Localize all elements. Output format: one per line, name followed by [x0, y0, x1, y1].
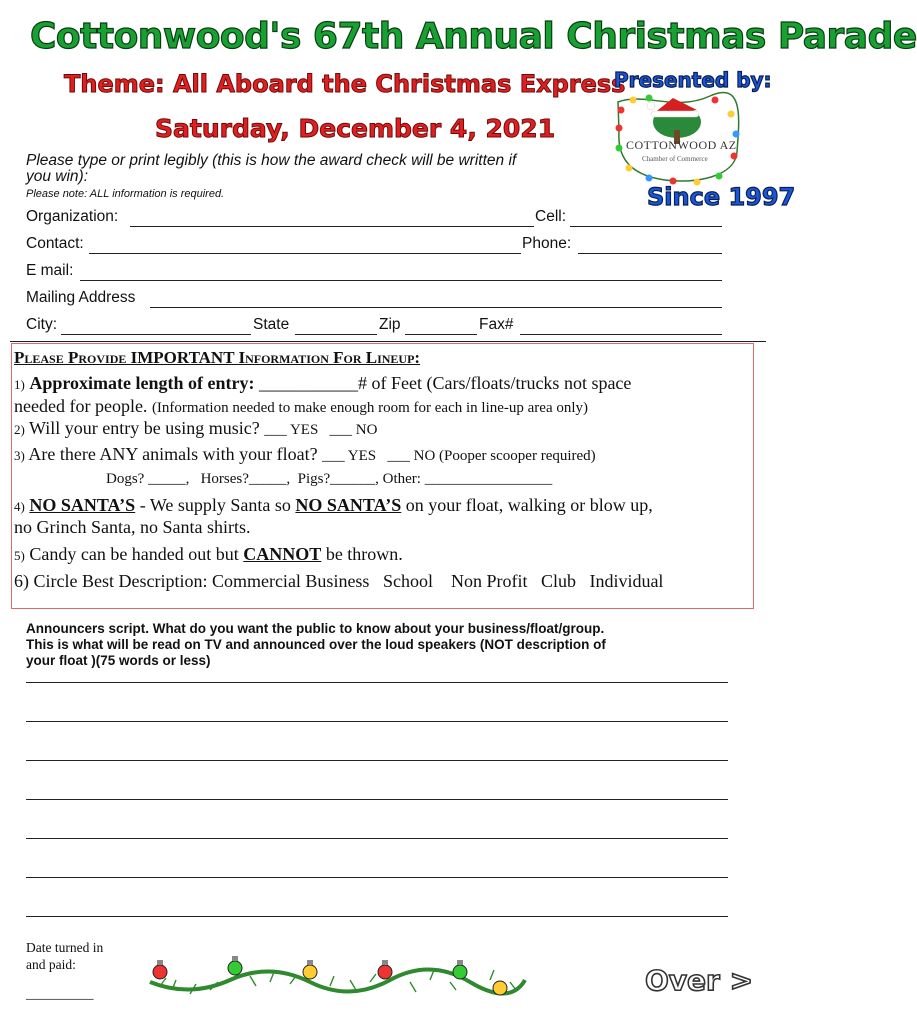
question-2: [14, 418, 377, 439]
q1-label: Approximate length of entry:: [29, 373, 255, 393]
q2-number: 2): [14, 422, 25, 437]
question-1: [14, 373, 631, 394]
mailing-address-field[interactable]: [150, 307, 722, 308]
question-4: [14, 495, 653, 516]
q5-number: 5): [14, 548, 25, 563]
contact-field[interactable]: [89, 253, 521, 254]
phone-field[interactable]: [578, 253, 722, 254]
q3-text: Are there ANY animals with your float?: [28, 444, 318, 464]
over-button[interactable]: Over >: [645, 964, 754, 997]
q2-options[interactable]: ___ YES ___ NO: [264, 422, 378, 438]
animal-types[interactable]: Dogs? _____, Horses?_____, Pigs?______, Other: _________________: [106, 471, 553, 487]
question-3: [14, 444, 596, 465]
organization-field[interactable]: [130, 226, 534, 227]
cell-field[interactable]: [570, 226, 722, 227]
lineup-heading: Please Provide IMPORTANT Information For Lineup:: [14, 348, 421, 367]
logo-subtitle: Chamber of Commerce: [642, 155, 708, 163]
organization-label: Organization:: [26, 208, 119, 225]
instruction-line-1: Please type or print legibly (this is how the award check will be written if: [26, 152, 517, 169]
since-year: Since 1997: [647, 183, 796, 211]
garland-icon: [150, 958, 525, 1011]
fax-field[interactable]: [520, 334, 722, 335]
cell-label: Cell:: [535, 208, 567, 225]
q4-no-santa-2: NO SANTA’S: [295, 495, 402, 515]
contact-label: Contact:: [26, 235, 84, 252]
script-line[interactable]: [26, 916, 728, 917]
q5-text-c: be thrown.: [321, 544, 403, 564]
phone-label: Phone:: [522, 235, 572, 252]
zip-field[interactable]: [405, 334, 477, 335]
email-label: E mail:: [26, 262, 74, 279]
date-turned-label: Date turned in: [26, 940, 104, 955]
q4-no-santa-1: NO SANTA’S: [29, 495, 136, 515]
script-line[interactable]: [26, 682, 728, 683]
announcer-line-2: This is what will be read on TV and announced over the loud speakers (NOT description of: [26, 637, 606, 652]
city-field[interactable]: [61, 334, 251, 335]
presented-by: Presented by:: [614, 68, 772, 92]
event-date: Saturday, December 4, 2021: [155, 114, 556, 143]
section-divider: [10, 341, 766, 342]
date-paid-field[interactable]: __________: [26, 986, 94, 1001]
script-line[interactable]: [26, 877, 728, 878]
state-field[interactable]: [295, 334, 377, 335]
question-1-line-2: [14, 396, 588, 417]
q1-number: 1): [14, 377, 25, 392]
q4-number: 4): [14, 499, 25, 514]
state-label: State: [253, 316, 290, 333]
mailing-address-label: Mailing Address: [26, 289, 136, 306]
required-note: Please note: ALL information is required.: [26, 188, 225, 200]
script-line[interactable]: [26, 838, 728, 839]
and-paid-label: and paid:: [26, 957, 76, 972]
city-label: City:: [26, 316, 57, 333]
q4-end: on your float, walking or blow up,: [401, 495, 653, 515]
q1-line2: needed for people.: [14, 396, 148, 416]
logo-name: COTTONWOOD AZ: [626, 138, 737, 152]
q3-options[interactable]: ___ YES ___ NO (Pooper scooper required): [322, 448, 596, 464]
q1-text: ___________# of Feet (Cars/floats/trucks not space: [258, 373, 632, 393]
script-line[interactable]: [26, 799, 728, 800]
announcer-line-1: Announcers script. What do you want the public to know about your business/float/group.: [26, 621, 605, 636]
q4-middle: - We supply Santa so: [135, 495, 296, 515]
email-field[interactable]: [80, 280, 722, 281]
q3-number: 3): [14, 448, 25, 463]
announcer-line-3: your float )(75 words or less): [26, 653, 211, 668]
question-5: [14, 544, 403, 565]
script-line[interactable]: [26, 760, 728, 761]
theme-text: Theme: All Aboard the Christmas Express: [64, 70, 626, 98]
q5-cannot: CANNOT: [243, 544, 322, 564]
parade-title: Cottonwood's 67th Annual Christmas Parade: [30, 16, 917, 57]
q2-text: Will your entry be using music?: [29, 418, 260, 438]
script-line[interactable]: [26, 721, 728, 722]
instruction-line-2: you win):: [26, 168, 89, 185]
q1-note: (Information needed to make enough room for each in line-up area only): [151, 400, 589, 416]
question-6[interactable]: 6) Circle Best Description: Commercial Business School Non Profit Club Individual: [14, 571, 664, 591]
zip-label: Zip: [379, 316, 401, 333]
fax-label: Fax#: [479, 316, 514, 333]
question-4-line-2: no Grinch Santa, no Santa shirts.: [14, 517, 251, 537]
q5-text-a: Candy can be handed out but: [29, 544, 244, 564]
